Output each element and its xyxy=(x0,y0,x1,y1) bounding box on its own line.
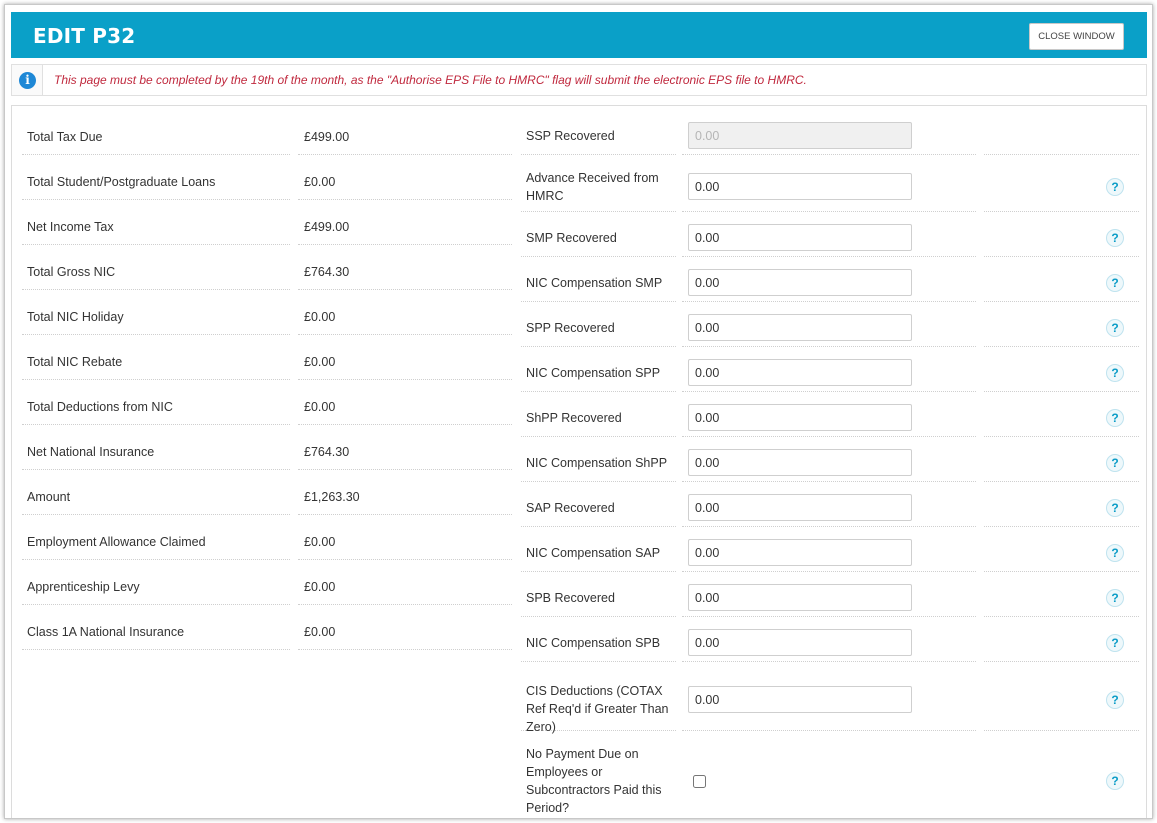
help-icon[interactable]: ? xyxy=(1106,589,1124,607)
summary-label: Total Deductions from NIC xyxy=(27,400,173,414)
summary-row xyxy=(22,296,512,341)
summary-value: £0.00 xyxy=(304,400,336,414)
notice-message: This page must be completed by the 19th of the month, as the "Authorise EPS File to HMRC" flag will submit the electronic EPS file to HMRC. xyxy=(54,73,807,87)
field-label: NIC Compensation SPB xyxy=(526,636,661,650)
nic-compensation-spb-input[interactable] xyxy=(688,629,912,656)
notice-banner xyxy=(11,64,1147,96)
summary-value: £0.00 xyxy=(304,355,336,369)
summary-value: £1,263.30 xyxy=(304,490,360,504)
summary-label: Total Gross NIC xyxy=(27,265,116,279)
summary-value: £0.00 xyxy=(304,580,336,594)
cis-deductions-cotax-ref-req-d-if-greate-input[interactable] xyxy=(688,686,912,713)
summary-row xyxy=(22,206,512,251)
summary-value: £764.30 xyxy=(304,445,350,459)
field-label: NIC Compensation SPP xyxy=(526,366,661,380)
summary-row xyxy=(22,116,512,161)
info-icon: i xyxy=(19,72,36,89)
field-label: NIC Compensation SMP xyxy=(526,276,663,290)
summary-label: Total Tax Due xyxy=(27,130,103,144)
field-row-shpp-recovered xyxy=(521,398,1139,443)
summary-row xyxy=(22,611,512,656)
summary-value: £499.00 xyxy=(304,130,350,144)
smp-recovered-input[interactable] xyxy=(688,224,912,251)
sap-recovered-input[interactable] xyxy=(688,494,912,521)
summary-label: Amount xyxy=(27,490,71,504)
summary-row xyxy=(22,251,512,296)
help-icon[interactable]: ? xyxy=(1106,772,1124,790)
summary-value: £0.00 xyxy=(304,625,336,639)
field-row-advance-received-from-hmrc xyxy=(521,161,1139,218)
field-label: SSP Recovered xyxy=(526,129,615,143)
field-row-no-payment-due-on-employees-or-subcontra xyxy=(521,737,1139,819)
title-bar xyxy=(11,12,1147,58)
field-label: CIS Deductions (COTAX Ref Req'd if Greater Than Zero) xyxy=(526,684,669,734)
p32-form-panel xyxy=(11,105,1147,819)
help-icon[interactable]: ? xyxy=(1106,691,1124,709)
edit-p32-window xyxy=(4,4,1153,819)
field-row-spp-recovered xyxy=(521,308,1139,353)
field-label: NIC Compensation SAP xyxy=(526,546,661,560)
field-label: SAP Recovered xyxy=(526,501,615,515)
field-row-cis-deductions-cotax-ref-req-d-if-greate xyxy=(521,668,1139,737)
field-row-smp-recovered xyxy=(521,218,1139,263)
field-row-sap-recovered xyxy=(521,488,1139,533)
field-label: NIC Compensation ShPP xyxy=(526,456,668,470)
ssp-recovered-input xyxy=(688,122,912,149)
help-icon[interactable]: ? xyxy=(1106,544,1124,562)
summary-label: Total NIC Holiday xyxy=(27,310,124,324)
field-row-nic-compensation-smp xyxy=(521,263,1139,308)
summary-row xyxy=(22,341,512,386)
field-label: SPB Recovered xyxy=(526,591,615,605)
summary-value: £499.00 xyxy=(304,220,350,234)
spb-recovered-input[interactable] xyxy=(688,584,912,611)
field-row-spb-recovered xyxy=(521,578,1139,623)
field-label: Advance Received from HMRC xyxy=(526,171,659,203)
nic-compensation-sap-input[interactable] xyxy=(688,539,912,566)
field-label: ShPP Recovered xyxy=(526,411,622,425)
summary-value: £0.00 xyxy=(304,175,336,189)
help-icon[interactable]: ? xyxy=(1106,454,1124,472)
summary-row xyxy=(22,476,512,521)
close-window-button[interactable]: CLOSE WINDOW xyxy=(1029,23,1124,50)
summary-row xyxy=(22,161,512,206)
shpp-recovered-input[interactable] xyxy=(688,404,912,431)
field-row-ssp-recovered xyxy=(521,116,1139,161)
summary-label: Net National Insurance xyxy=(27,445,155,459)
help-icon[interactable]: ? xyxy=(1106,229,1124,247)
field-row-nic-compensation-spp xyxy=(521,353,1139,398)
recoveries-column xyxy=(521,116,1139,819)
help-icon[interactable]: ? xyxy=(1106,409,1124,427)
nic-compensation-shpp-input[interactable] xyxy=(688,449,912,476)
window-title: EDIT P32 xyxy=(33,24,136,48)
summary-value: £764.30 xyxy=(304,265,350,279)
summary-row xyxy=(22,566,512,611)
spp-recovered-input[interactable] xyxy=(688,314,912,341)
help-icon[interactable]: ? xyxy=(1106,319,1124,337)
summary-value: £0.00 xyxy=(304,535,336,549)
summary-label: Total NIC Rebate xyxy=(27,355,123,369)
help-icon[interactable]: ? xyxy=(1106,178,1124,196)
nic-compensation-smp-input[interactable] xyxy=(688,269,912,296)
summary-label: Class 1A National Insurance xyxy=(27,625,185,639)
field-row-nic-compensation-sap xyxy=(521,533,1139,578)
nic-compensation-spp-input[interactable] xyxy=(688,359,912,386)
help-icon[interactable]: ? xyxy=(1106,364,1124,382)
summary-value: £0.00 xyxy=(304,310,336,324)
field-row-nic-compensation-shpp xyxy=(521,443,1139,488)
summary-label: Employment Allowance Claimed xyxy=(27,535,206,549)
summary-label: Apprenticeship Levy xyxy=(27,580,140,594)
summary-label: Net Income Tax xyxy=(27,220,114,234)
no-payment-due-checkbox[interactable] xyxy=(693,775,706,788)
summary-row xyxy=(22,386,512,431)
field-row-nic-compensation-spb xyxy=(521,623,1139,668)
summary-row xyxy=(22,521,512,566)
summary-label: Total Student/Postgraduate Loans xyxy=(27,175,216,189)
field-label: SMP Recovered xyxy=(526,231,617,245)
advance-received-from-hmrc-input[interactable] xyxy=(688,173,912,200)
field-label: No Payment Due on Employees or Subcontractors Paid this Period? xyxy=(526,747,662,815)
field-label: SPP Recovered xyxy=(526,321,615,335)
summary-row xyxy=(22,431,512,476)
summary-column xyxy=(22,116,512,656)
help-icon[interactable]: ? xyxy=(1106,499,1124,517)
help-icon[interactable]: ? xyxy=(1106,634,1124,652)
help-icon[interactable]: ? xyxy=(1106,274,1124,292)
